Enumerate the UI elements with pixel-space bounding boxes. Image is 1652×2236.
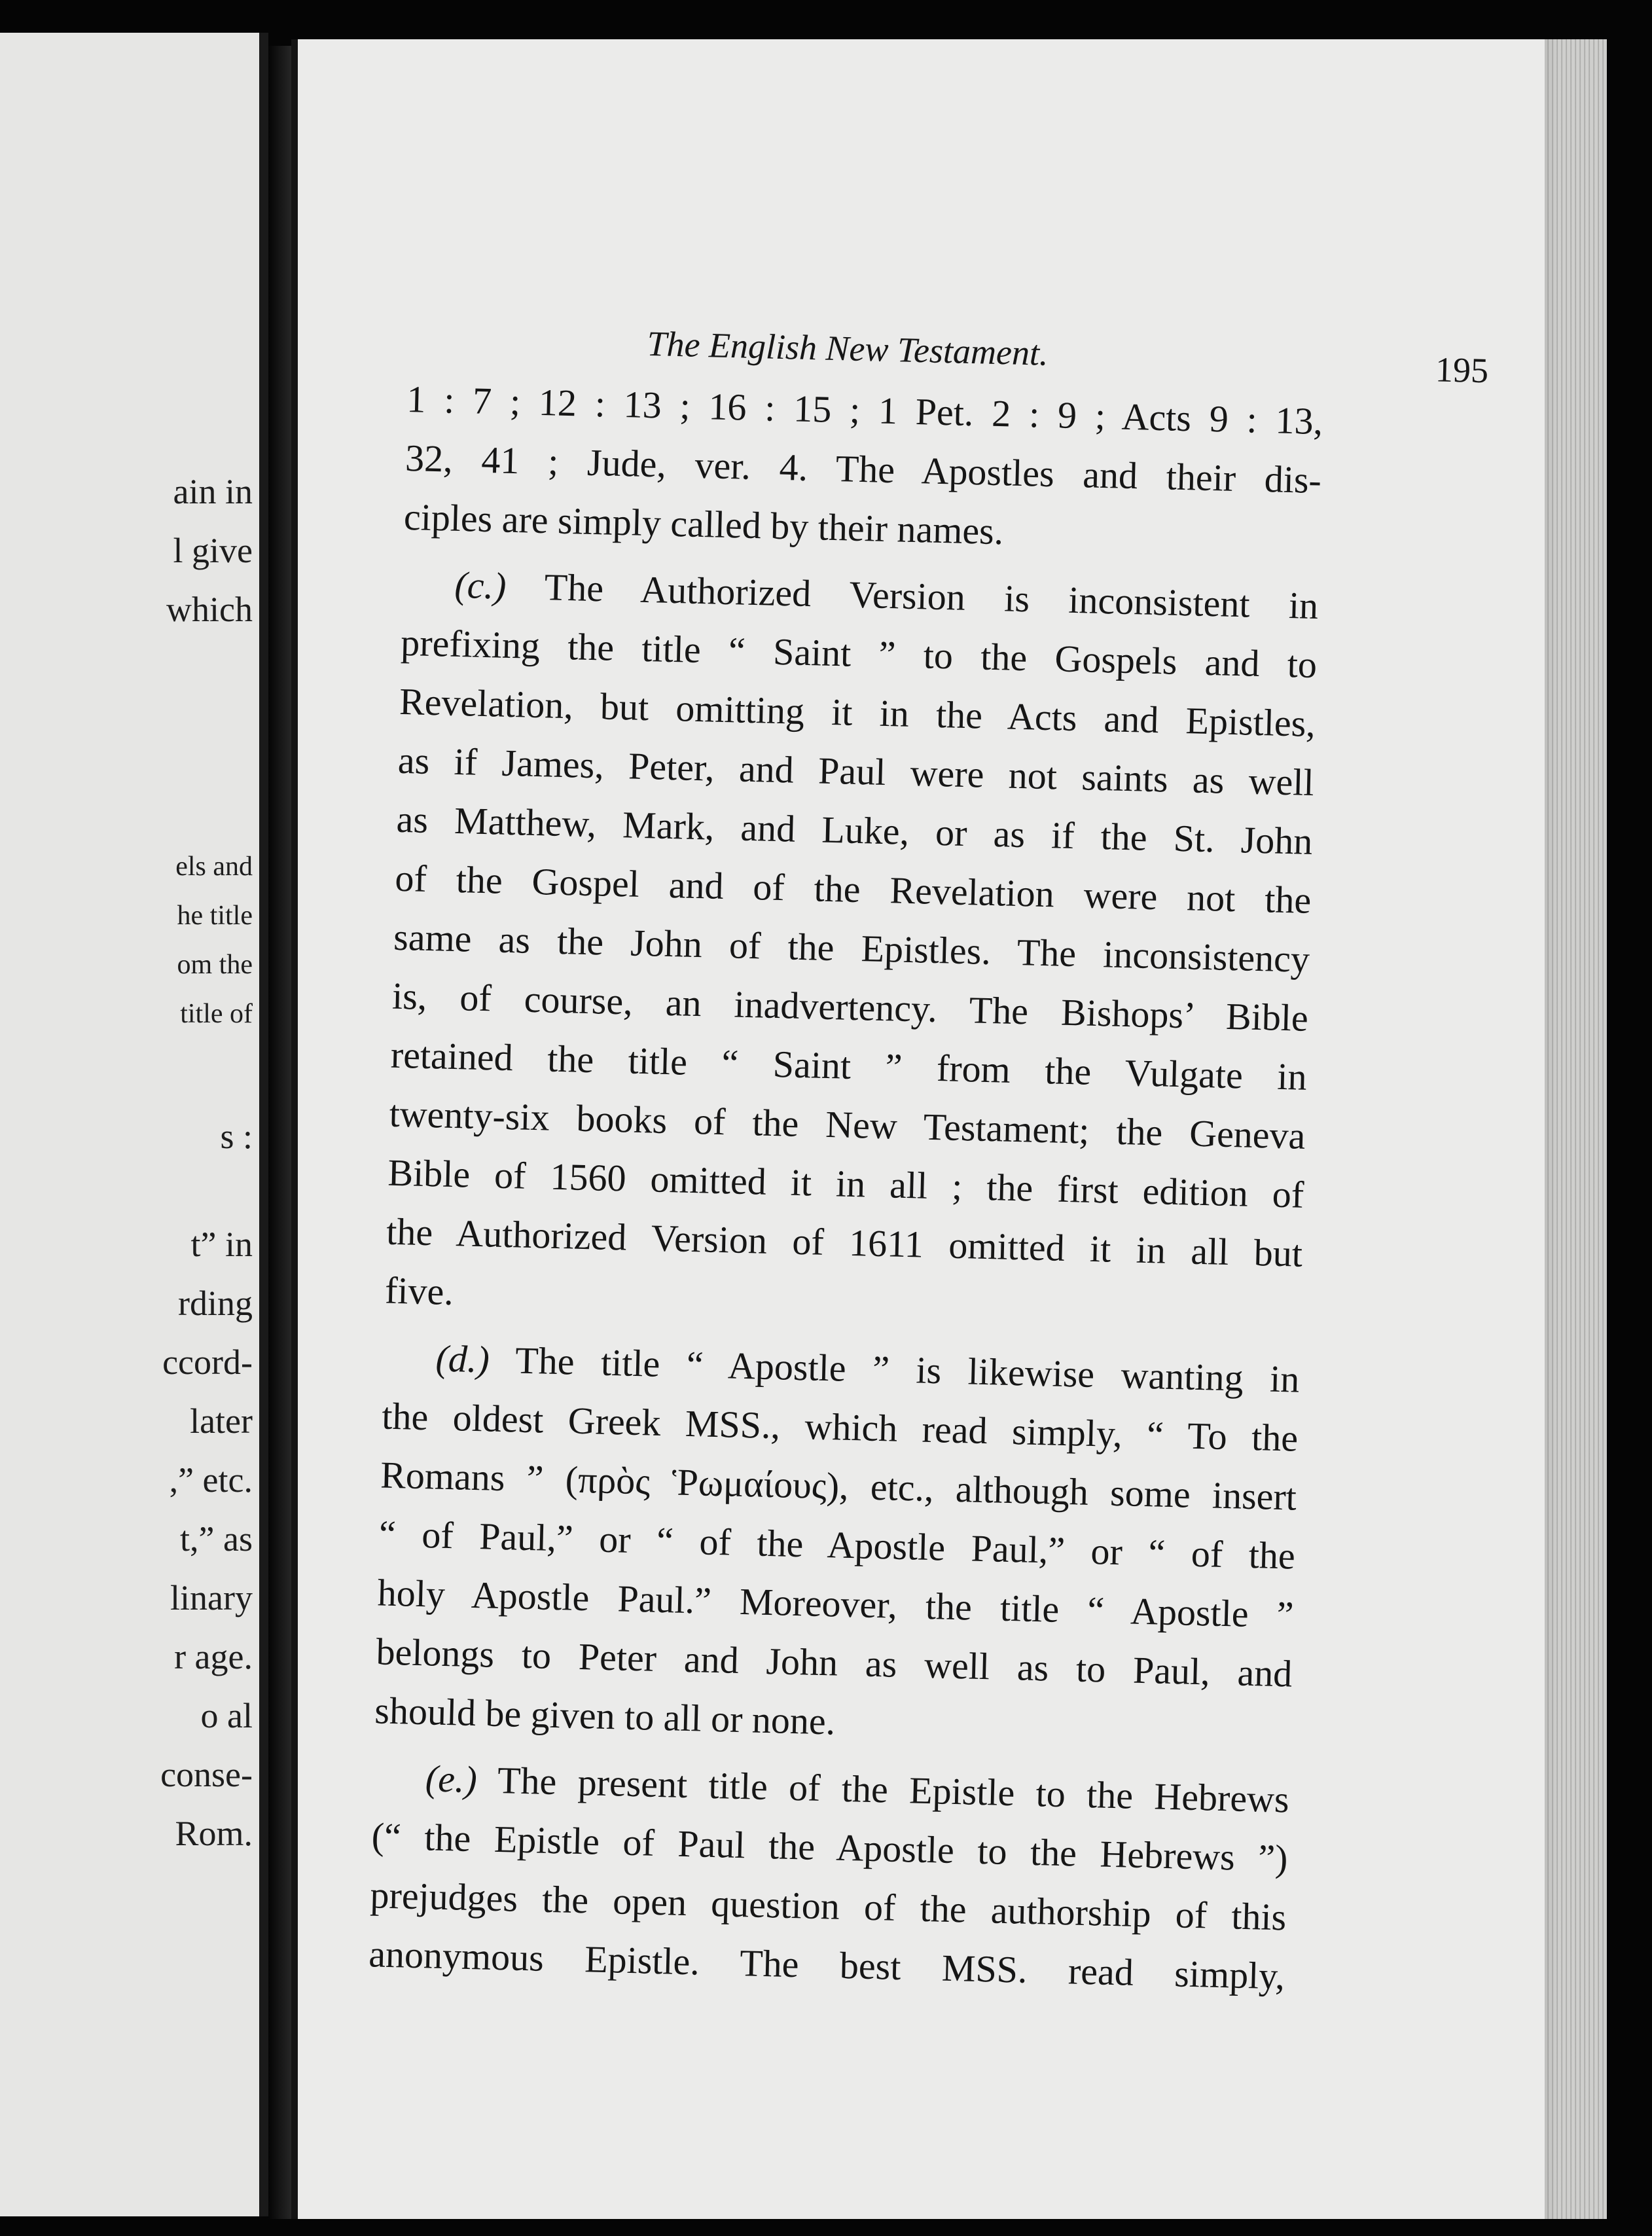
left-page-line: om the bbox=[177, 950, 253, 980]
text-line: twenty-six books of the New Testament; the Geneva bbox=[388, 1092, 1306, 1157]
text-line: of the Gospel and of the Revelation were not the bbox=[394, 856, 1312, 922]
left-page-line: t” in bbox=[190, 1225, 253, 1264]
line-text: The Authorized Version is inconsistent in bbox=[505, 564, 1319, 628]
text-line: should be given to all or none. bbox=[374, 1689, 836, 1743]
left-page-line: r age. bbox=[174, 1637, 253, 1676]
text-line: prejudges the open question of the authorship of this bbox=[369, 1873, 1287, 1939]
text-line: the Authorized Version of 1611 omitted it in all but bbox=[386, 1210, 1303, 1275]
text-line: the oldest Greek MSS., which read simply, “ To the bbox=[381, 1394, 1299, 1460]
paragraph-label: (c.) bbox=[454, 563, 507, 607]
running-title: The English New Testament. bbox=[646, 323, 1049, 373]
body-text bbox=[368, 370, 1607, 2014]
line-text: The title “ Apostle ” is likewise wanting in bbox=[488, 1338, 1301, 1401]
left-page-line: s : bbox=[220, 1117, 253, 1156]
text-line: holy Apostle Paul.” Moreover, the title “ Apostle ” bbox=[377, 1571, 1295, 1636]
text-line: is, of course, an inadvertency. The Bishops’ Bible bbox=[391, 974, 1309, 1039]
text-line: as if James, Peter, and Paul were not saints as well bbox=[397, 738, 1315, 804]
left-page-line: linary bbox=[170, 1578, 253, 1617]
left-page-line: els and bbox=[175, 852, 253, 882]
left-page-line: which bbox=[166, 590, 253, 629]
left-page-line: rding bbox=[178, 1284, 253, 1323]
left-facing-page bbox=[0, 33, 268, 2216]
text-line: as Matthew, Mark, and Luke, or as if the St. John bbox=[395, 797, 1314, 863]
text-line: prefixing the title “ Saint ” to the Gospels and to bbox=[400, 621, 1318, 687]
text-line: same as the John of the Epistles. The inconsistency bbox=[393, 915, 1310, 981]
left-page-line: he title bbox=[177, 901, 253, 931]
page-text-block bbox=[368, 304, 1607, 2014]
page-edges bbox=[1545, 39, 1607, 2219]
left-page-line: o al bbox=[200, 1696, 253, 1735]
text-line: ciples are simply called by their names. bbox=[403, 495, 1005, 553]
text-line: Romans ” (πρὸς Ῥωμαίους), etc., although some insert bbox=[380, 1453, 1297, 1519]
left-page-line: ccord- bbox=[162, 1343, 253, 1382]
left-page-line: ain in bbox=[173, 472, 253, 511]
text-line: belongs to Peter and John as well as to Paul, and bbox=[375, 1630, 1293, 1695]
left-page-line: l give bbox=[173, 531, 253, 570]
text-line: 1 : 7 ; 12 : 13 ; 16 : 15 ; 1 Pet. 2 : 9 ; Acts 9 : 13, bbox=[406, 377, 1323, 443]
line-text: The present title of the Epistle to the Hebrews bbox=[476, 1758, 1290, 1821]
text-line: retained the title “ Saint ” from the Vulgate in bbox=[390, 1033, 1308, 1098]
left-page-line: title of bbox=[180, 999, 253, 1029]
right-page bbox=[291, 39, 1607, 2219]
text-line: “ of Paul,” or “ of the Apostle Paul,” or “ of the bbox=[378, 1512, 1296, 1578]
paragraph-label: (d.) bbox=[435, 1337, 490, 1381]
text-line: Bible of 1560 omitted it in all ; the first edition of bbox=[387, 1151, 1304, 1216]
left-page-line: t,” as bbox=[180, 1519, 253, 1559]
left-page-line: conse- bbox=[160, 1755, 253, 1794]
text-line: (“ the Epistle of Paul the Apostle to the Hebrews ”) bbox=[371, 1814, 1289, 1880]
left-page-line: later bbox=[190, 1401, 253, 1441]
text-line: five. bbox=[384, 1269, 454, 1314]
text-line: anonymous Epistle. The best MSS. read simply, bbox=[368, 1932, 1285, 1998]
paragraph-label: (e.) bbox=[425, 1757, 478, 1801]
book-gutter bbox=[268, 46, 295, 2219]
page-number: 195 bbox=[1435, 350, 1489, 391]
left-page-line: Rom. bbox=[175, 1814, 253, 1853]
left-page-line: ,” etc. bbox=[169, 1460, 253, 1500]
text-line: 32, 41 ; Jude, ver. 4. The Apostles and their dis- bbox=[404, 436, 1322, 502]
text-line: Revelation, but omitting it in the Acts and Epistles, bbox=[399, 679, 1316, 746]
